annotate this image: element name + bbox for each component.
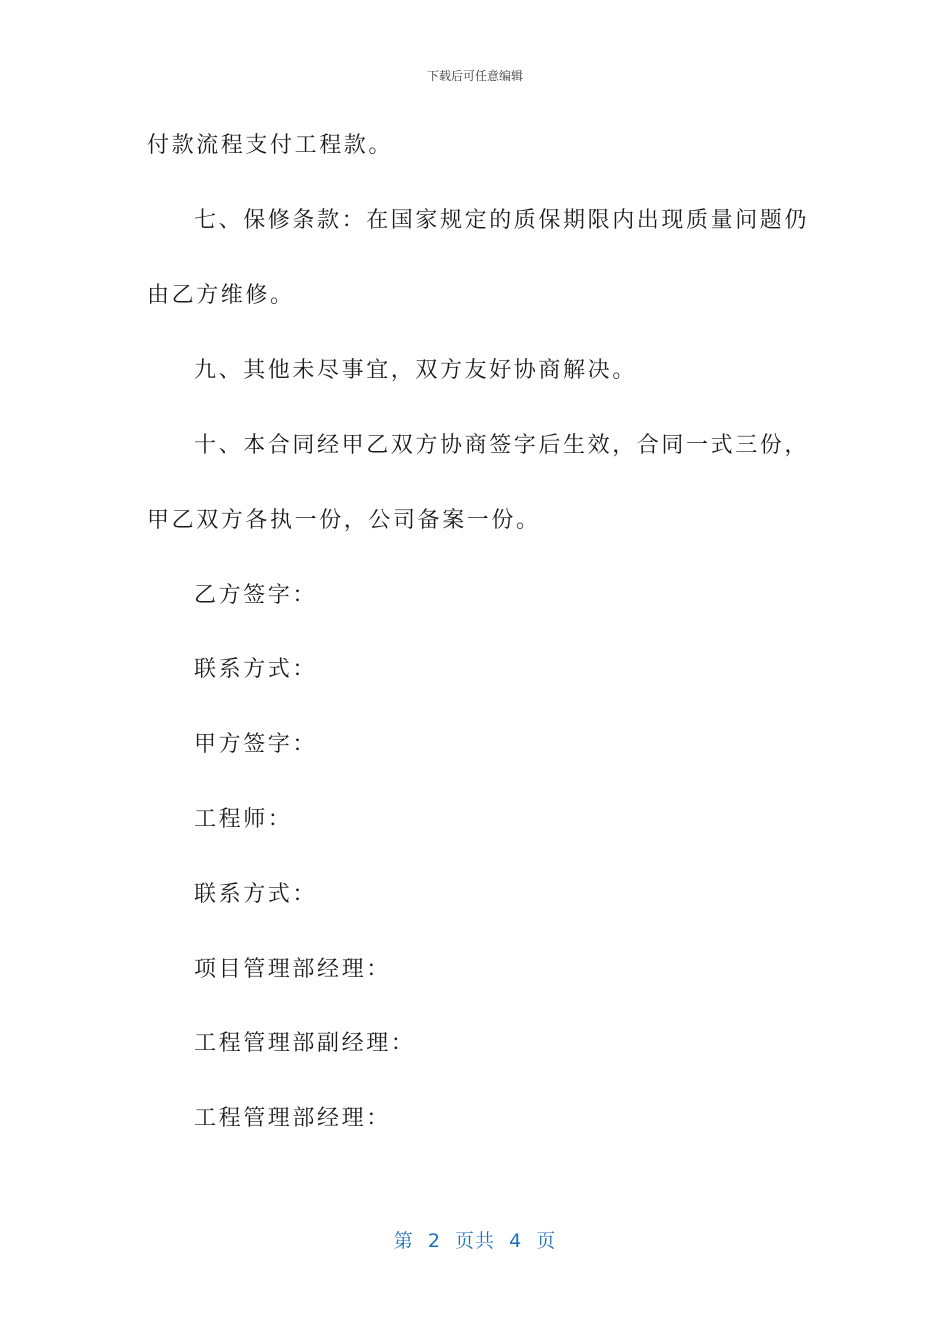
body-line-6: 甲乙双方各执一份，公司备案一份。 <box>147 508 541 533</box>
signature-label-party-b: 乙方签字： <box>194 583 318 608</box>
project-manager-label: 项目管理部经理： <box>194 957 391 982</box>
contact-label-engineer: 联系方式： <box>194 882 318 907</box>
contact-label-party-b: 联系方式： <box>194 657 318 682</box>
engineer-label: 工程师： <box>194 807 293 832</box>
page-number-footer: 第 2 页共 4 页 <box>393 1230 557 1252</box>
body-line-2: 七、保修条款：在国家规定的质保期限内出现质量问题仍 <box>194 208 810 233</box>
body-line-5: 十、本合同经甲乙双方协商签字后生效，合同一式三份， <box>194 433 810 458</box>
engineering-manager-label: 工程管理部经理： <box>194 1106 391 1131</box>
body-line-1: 付款流程支付工程款。 <box>147 133 394 158</box>
page-header: 下载后可任意编辑 <box>426 69 523 83</box>
deputy-manager-label: 工程管理部副经理： <box>194 1031 416 1056</box>
body-line-3: 由乙方维修。 <box>147 283 295 308</box>
signature-label-party-a: 甲方签字： <box>194 732 318 757</box>
body-line-4: 九、其他未尽事宜，双方友好协商解决。 <box>194 358 637 383</box>
